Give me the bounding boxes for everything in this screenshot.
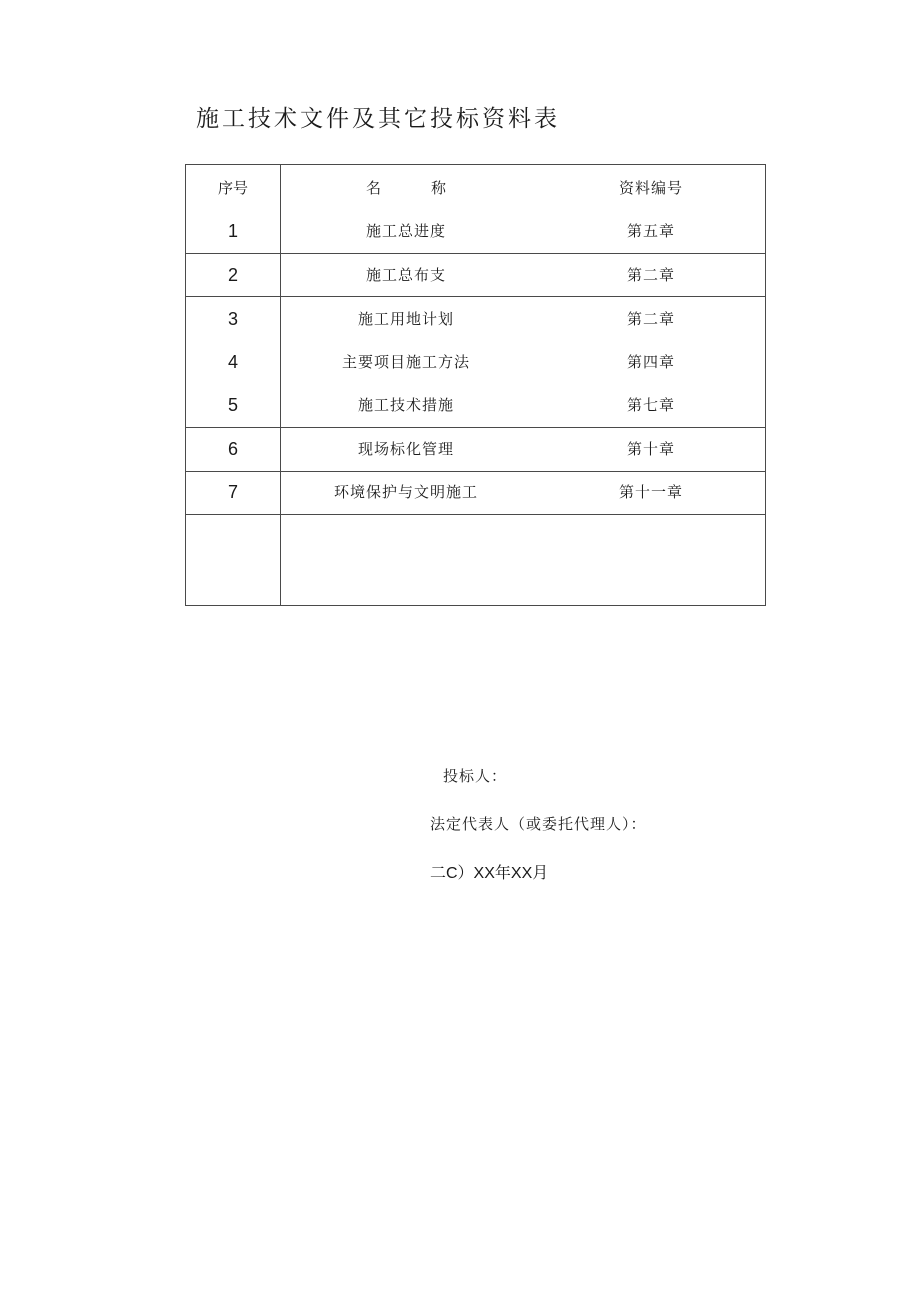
row-1-code: 第五章 <box>626 222 675 240</box>
row-6-code: 第十章 <box>626 440 675 458</box>
row-1-index: 1 <box>227 221 238 241</box>
bidder-label: 投标人： <box>443 767 508 785</box>
row-4-code: 第四章 <box>626 353 675 371</box>
row-7-index: 7 <box>227 482 238 502</box>
document-title: 施工技术文件及其它投标资料表 <box>196 106 560 132</box>
row-4-name: 主要项目施工方法 <box>341 353 470 371</box>
date-line: 二C）XX年XX月 <box>430 865 549 882</box>
row-6-name: 现场标化管理 <box>357 440 454 458</box>
row-3-index: 3 <box>227 309 238 329</box>
row-divider <box>186 471 765 472</box>
row-5-code: 第七章 <box>626 396 675 414</box>
header-index: 序号 <box>217 179 248 197</box>
row-divider <box>186 296 765 297</box>
row-2-name: 施工总布支 <box>365 266 446 284</box>
header-name: 名称 <box>365 179 496 197</box>
row-7-code: 第十一章 <box>618 483 683 501</box>
row-2-index: 2 <box>227 265 238 285</box>
row-4-index: 4 <box>227 352 238 372</box>
row-3-code: 第二章 <box>626 310 675 328</box>
row-6-index: 6 <box>227 439 238 459</box>
materials-table <box>185 164 766 606</box>
row-5-name: 施工技术措施 <box>357 396 454 414</box>
row-3-name: 施工用地计划 <box>357 310 454 328</box>
header-code: 资料编号 <box>618 179 683 197</box>
row-divider <box>186 514 765 515</box>
row-1-name: 施工总进度 <box>365 222 446 240</box>
row-2-code: 第二章 <box>626 266 675 284</box>
row-7-name: 环境保护与文明施工 <box>333 483 478 501</box>
row-5-index: 5 <box>227 395 238 415</box>
representative-label: 法定代表人（或委托代理人）： <box>430 815 647 833</box>
row-divider <box>186 253 765 254</box>
row-divider <box>186 427 765 428</box>
